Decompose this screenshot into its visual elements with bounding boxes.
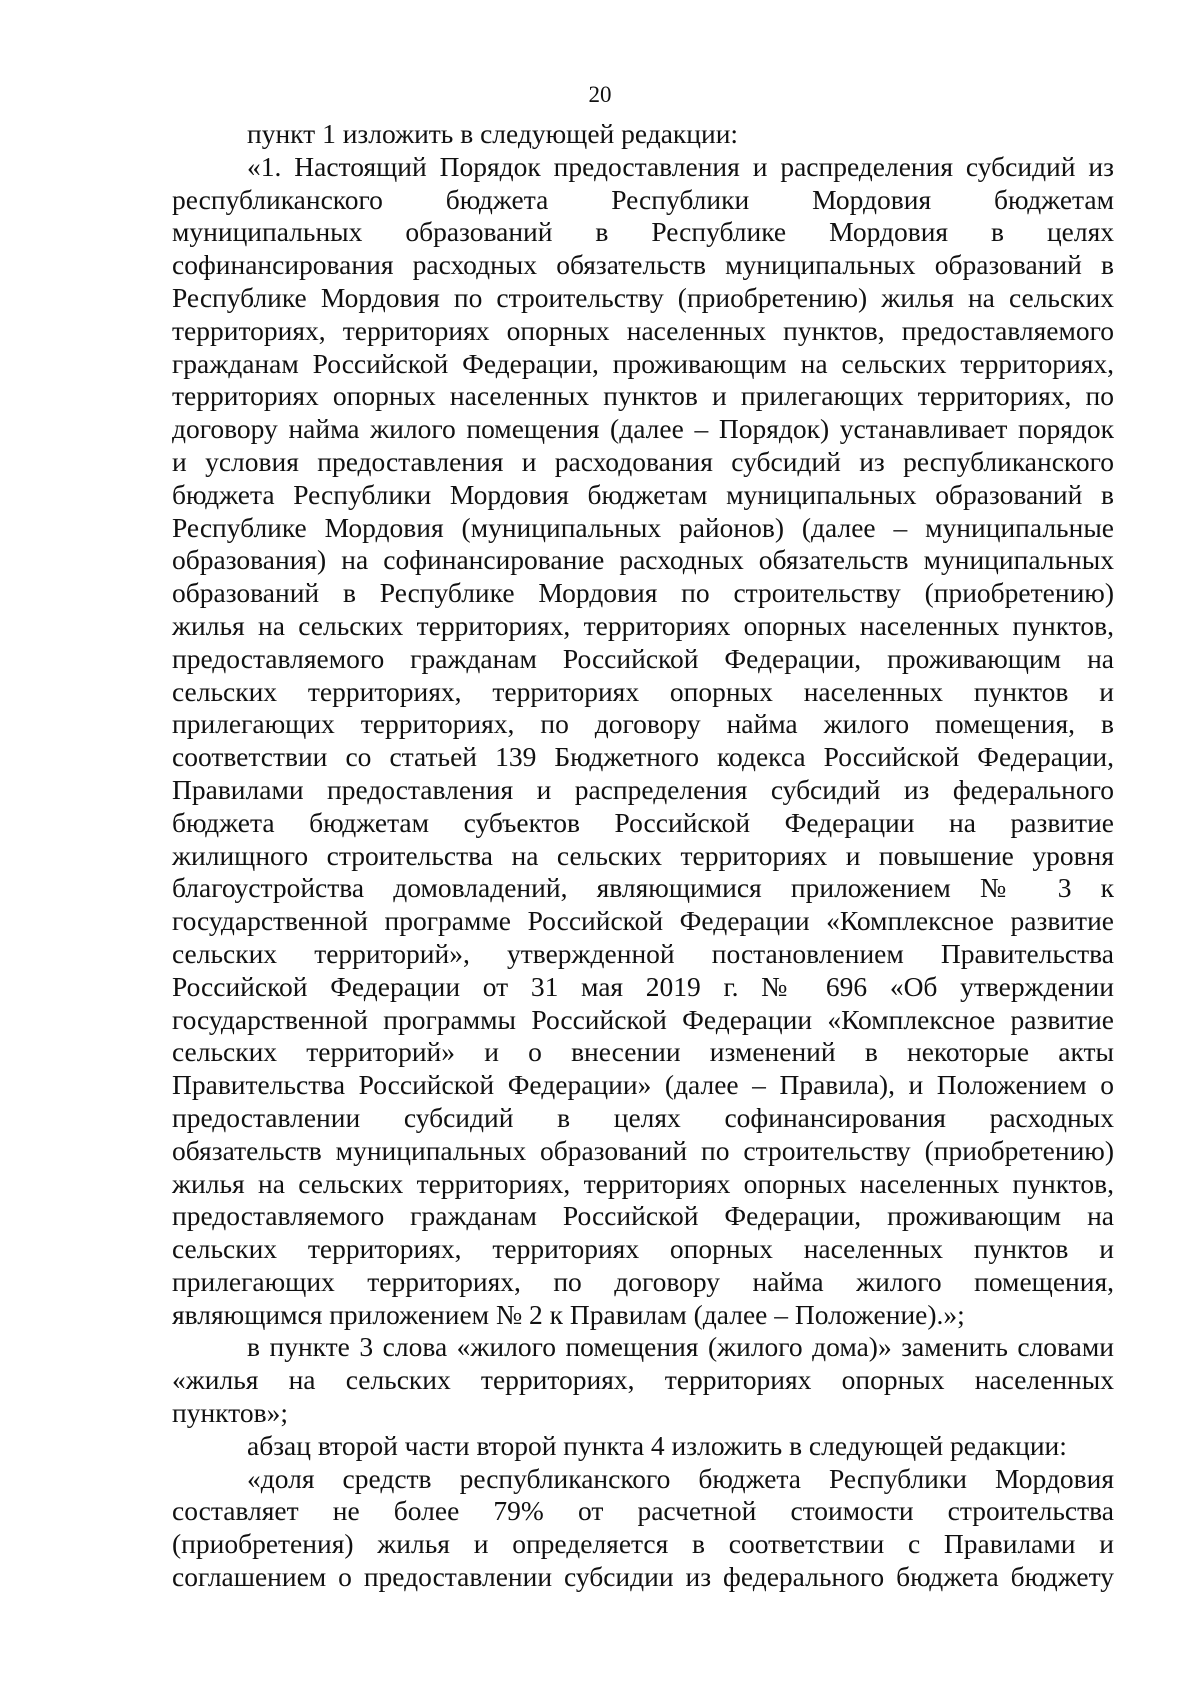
- text-line: Правилами предоставления и распределения субсидий из федерального: [172, 773, 1114, 805]
- page-number: 20: [588, 82, 612, 107]
- text-line: в пункте 3 слова «жилого помещения (жилого дома)» заменить словами: [247, 1331, 1114, 1363]
- text-line: образования) на софинансирование расходных обязательств муниципальных: [172, 544, 1114, 576]
- text-line: (приобретения) жилья и определяется в соответствии с Правилами и: [172, 1528, 1114, 1560]
- text-line: жилищного строительства на сельских территориях и повышение уровня: [172, 839, 1114, 871]
- text-line: гражданам Российской Федерации, проживающим на сельских территориях,: [172, 347, 1114, 379]
- text-line: Республике Мордовия (муниципальных районов) (далее – муниципальные: [172, 511, 1114, 543]
- text-line: составляет не более 79% от расчетной стоимости строительства: [172, 1495, 1114, 1527]
- text-line: благоустройства домовладений, являющимися приложением № 3 к: [172, 872, 1114, 904]
- text-line: «доля средств республиканского бюджета Республики Мордовия: [247, 1462, 1114, 1494]
- text-line: предоставлении субсидий в целях софинансирования расходных: [172, 1101, 1114, 1133]
- text-line: территориях опорных населенных пунктов и прилегающих территориях, по: [172, 380, 1114, 412]
- text-line: территориях, территориях опорных населенных пунктов, предоставляемого: [172, 314, 1114, 346]
- paragraph: [172, 1463, 1114, 1594]
- text-line: прилегающих территориях, по договору найма жилого помещения,: [172, 1265, 1114, 1297]
- text-line: сельских территориях, территориях опорных населенных пунктов и: [172, 1233, 1114, 1265]
- text-line: республиканского бюджета Республики Мордовия бюджетам: [172, 183, 1114, 215]
- text-line: предоставляемого гражданам Российской Федерации, проживающим на: [172, 642, 1114, 674]
- text-line: Правительства Российской Федерации» (далее – Правила), и Положением о: [172, 1069, 1114, 1101]
- document-body: [172, 118, 1114, 1594]
- paragraph: [172, 151, 1114, 1332]
- text-line: жилья на сельских территориях, территориях опорных населенных пунктов,: [172, 1167, 1114, 1199]
- text-line: жилья на сельских территориях, территориях опорных населенных пунктов,: [172, 609, 1114, 641]
- text-line: соглашением о предоставлении субсидии из федерального бюджета бюджету: [172, 1561, 1114, 1593]
- text-line: сельских территорий» и о внесении изменений в некоторые акты: [172, 1036, 1114, 1068]
- paragraph: [172, 1331, 1114, 1429]
- text-line: прилегающих территориях, по договору найма жилого помещения, в: [172, 708, 1114, 740]
- text-line: предоставляемого гражданам Российской Федерации, проживающим на: [172, 1200, 1114, 1232]
- text-line: образований в Республике Мордовия по строительству (приобретению): [172, 577, 1114, 609]
- text-line: «1. Настоящий Порядок предоставления и распределения субсидий из: [247, 150, 1114, 182]
- paragraph: [172, 1430, 1114, 1463]
- text-line: сельских территорий», утвержденной постановлением Правительства: [172, 937, 1114, 969]
- text-line: пункт 1 изложить в следующей редакции:: [247, 118, 739, 149]
- text-line: государственной программы Российской Федерации «Комплексное развитие: [172, 1003, 1114, 1035]
- text-line: «жилья на сельских территориях, территориях опорных населенных: [172, 1364, 1114, 1396]
- text-line: и условия предоставления и расходования субсидий из республиканского: [172, 445, 1114, 477]
- text-line: договору найма жилого помещения (далее – Порядок) устанавливает порядок: [172, 413, 1114, 445]
- text-line: бюджета Республики Мордовия бюджетам муниципальных образований в: [172, 478, 1114, 510]
- text-line: соответствии со статьей 139 Бюджетного кодекса Российской Федерации,: [172, 741, 1114, 773]
- text-line: абзац второй части второй пункта 4 изложить в следующей редакции:: [247, 1429, 1067, 1461]
- text-line: государственной программе Российской Федерации «Комплексное развитие: [172, 905, 1114, 937]
- text-line: бюджета бюджетам субъектов Российской Федерации на развитие: [172, 806, 1114, 838]
- paragraph: [172, 118, 1114, 151]
- text-line: Российской Федерации от 31 мая 2019 г. № 696 «Об утверждении: [172, 970, 1114, 1002]
- text-line: являющимся приложением № 2 к Правилам (далее – Положение).»;: [172, 1298, 965, 1330]
- text-line: обязательств муниципальных образований по строительству (приобретению): [172, 1134, 1114, 1166]
- text-line: муниципальных образований в Республике Мордовия в целях: [172, 216, 1114, 248]
- text-line: сельских территориях, территориях опорных населенных пунктов и: [172, 675, 1114, 707]
- text-line: Республике Мордовия по строительству (приобретению) жилья на сельских: [172, 281, 1114, 313]
- text-line: пунктов»;: [172, 1397, 288, 1429]
- text-line: софинансирования расходных обязательств муниципальных образований в: [172, 249, 1114, 281]
